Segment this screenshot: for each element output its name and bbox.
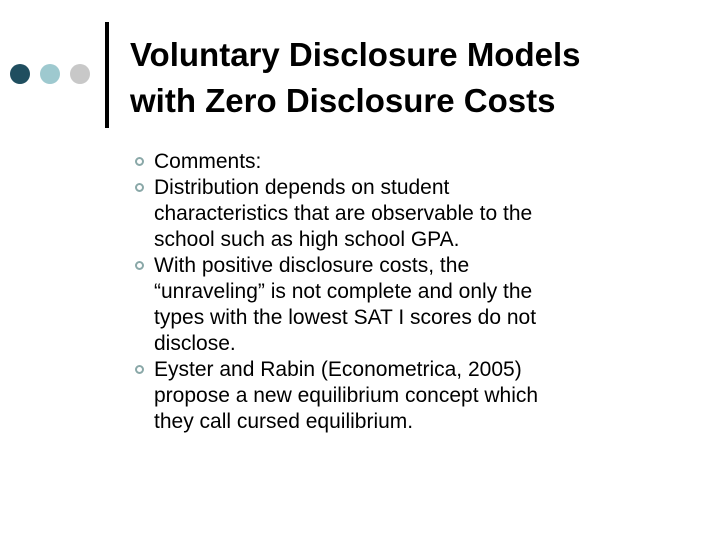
bullet-text-line: characteristics that are observable to the — [154, 202, 533, 225]
bullet-text-line: With positive disclosure costs, the — [154, 254, 470, 277]
bullet-item — [135, 253, 695, 357]
light-teal-dot — [40, 64, 60, 84]
decorative-dots — [10, 64, 100, 84]
bullet-text-line: school such as high school GPA. — [154, 228, 460, 251]
hollow-circle-icon — [135, 261, 144, 270]
hollow-circle-icon — [135, 365, 144, 374]
slide-title-line-1: Voluntary Disclosure Models — [130, 36, 581, 73]
bullet-text-line: Distribution depends on student — [154, 176, 450, 199]
bullet-text-line: propose a new equilibrium concept which — [154, 384, 539, 407]
bullet-item — [135, 149, 695, 175]
dark-teal-dot — [10, 64, 30, 84]
hollow-circle-icon — [135, 157, 144, 166]
bullet-item — [135, 175, 695, 253]
title-divider-rule — [105, 22, 109, 128]
bullet-text-line: Comments: — [154, 150, 262, 173]
slide-title-line-2: with Zero Disclosure Costs — [130, 82, 556, 119]
bullet-text-line: disclose. — [154, 332, 236, 355]
slide-title — [130, 32, 700, 124]
gray-dot — [70, 64, 90, 84]
bullet-text-line: Eyster and Rabin (Econometrica, 2005) — [154, 358, 522, 381]
bullet-item — [135, 357, 695, 435]
hollow-circle-icon — [135, 183, 144, 192]
bullet-text-line: types with the lowest SAT I scores do not — [154, 306, 537, 329]
bullet-list — [135, 149, 695, 435]
bullet-text-line: “unraveling” is not complete and only the — [154, 280, 533, 303]
bullet-text-line: they call cursed equilibrium. — [154, 410, 414, 433]
